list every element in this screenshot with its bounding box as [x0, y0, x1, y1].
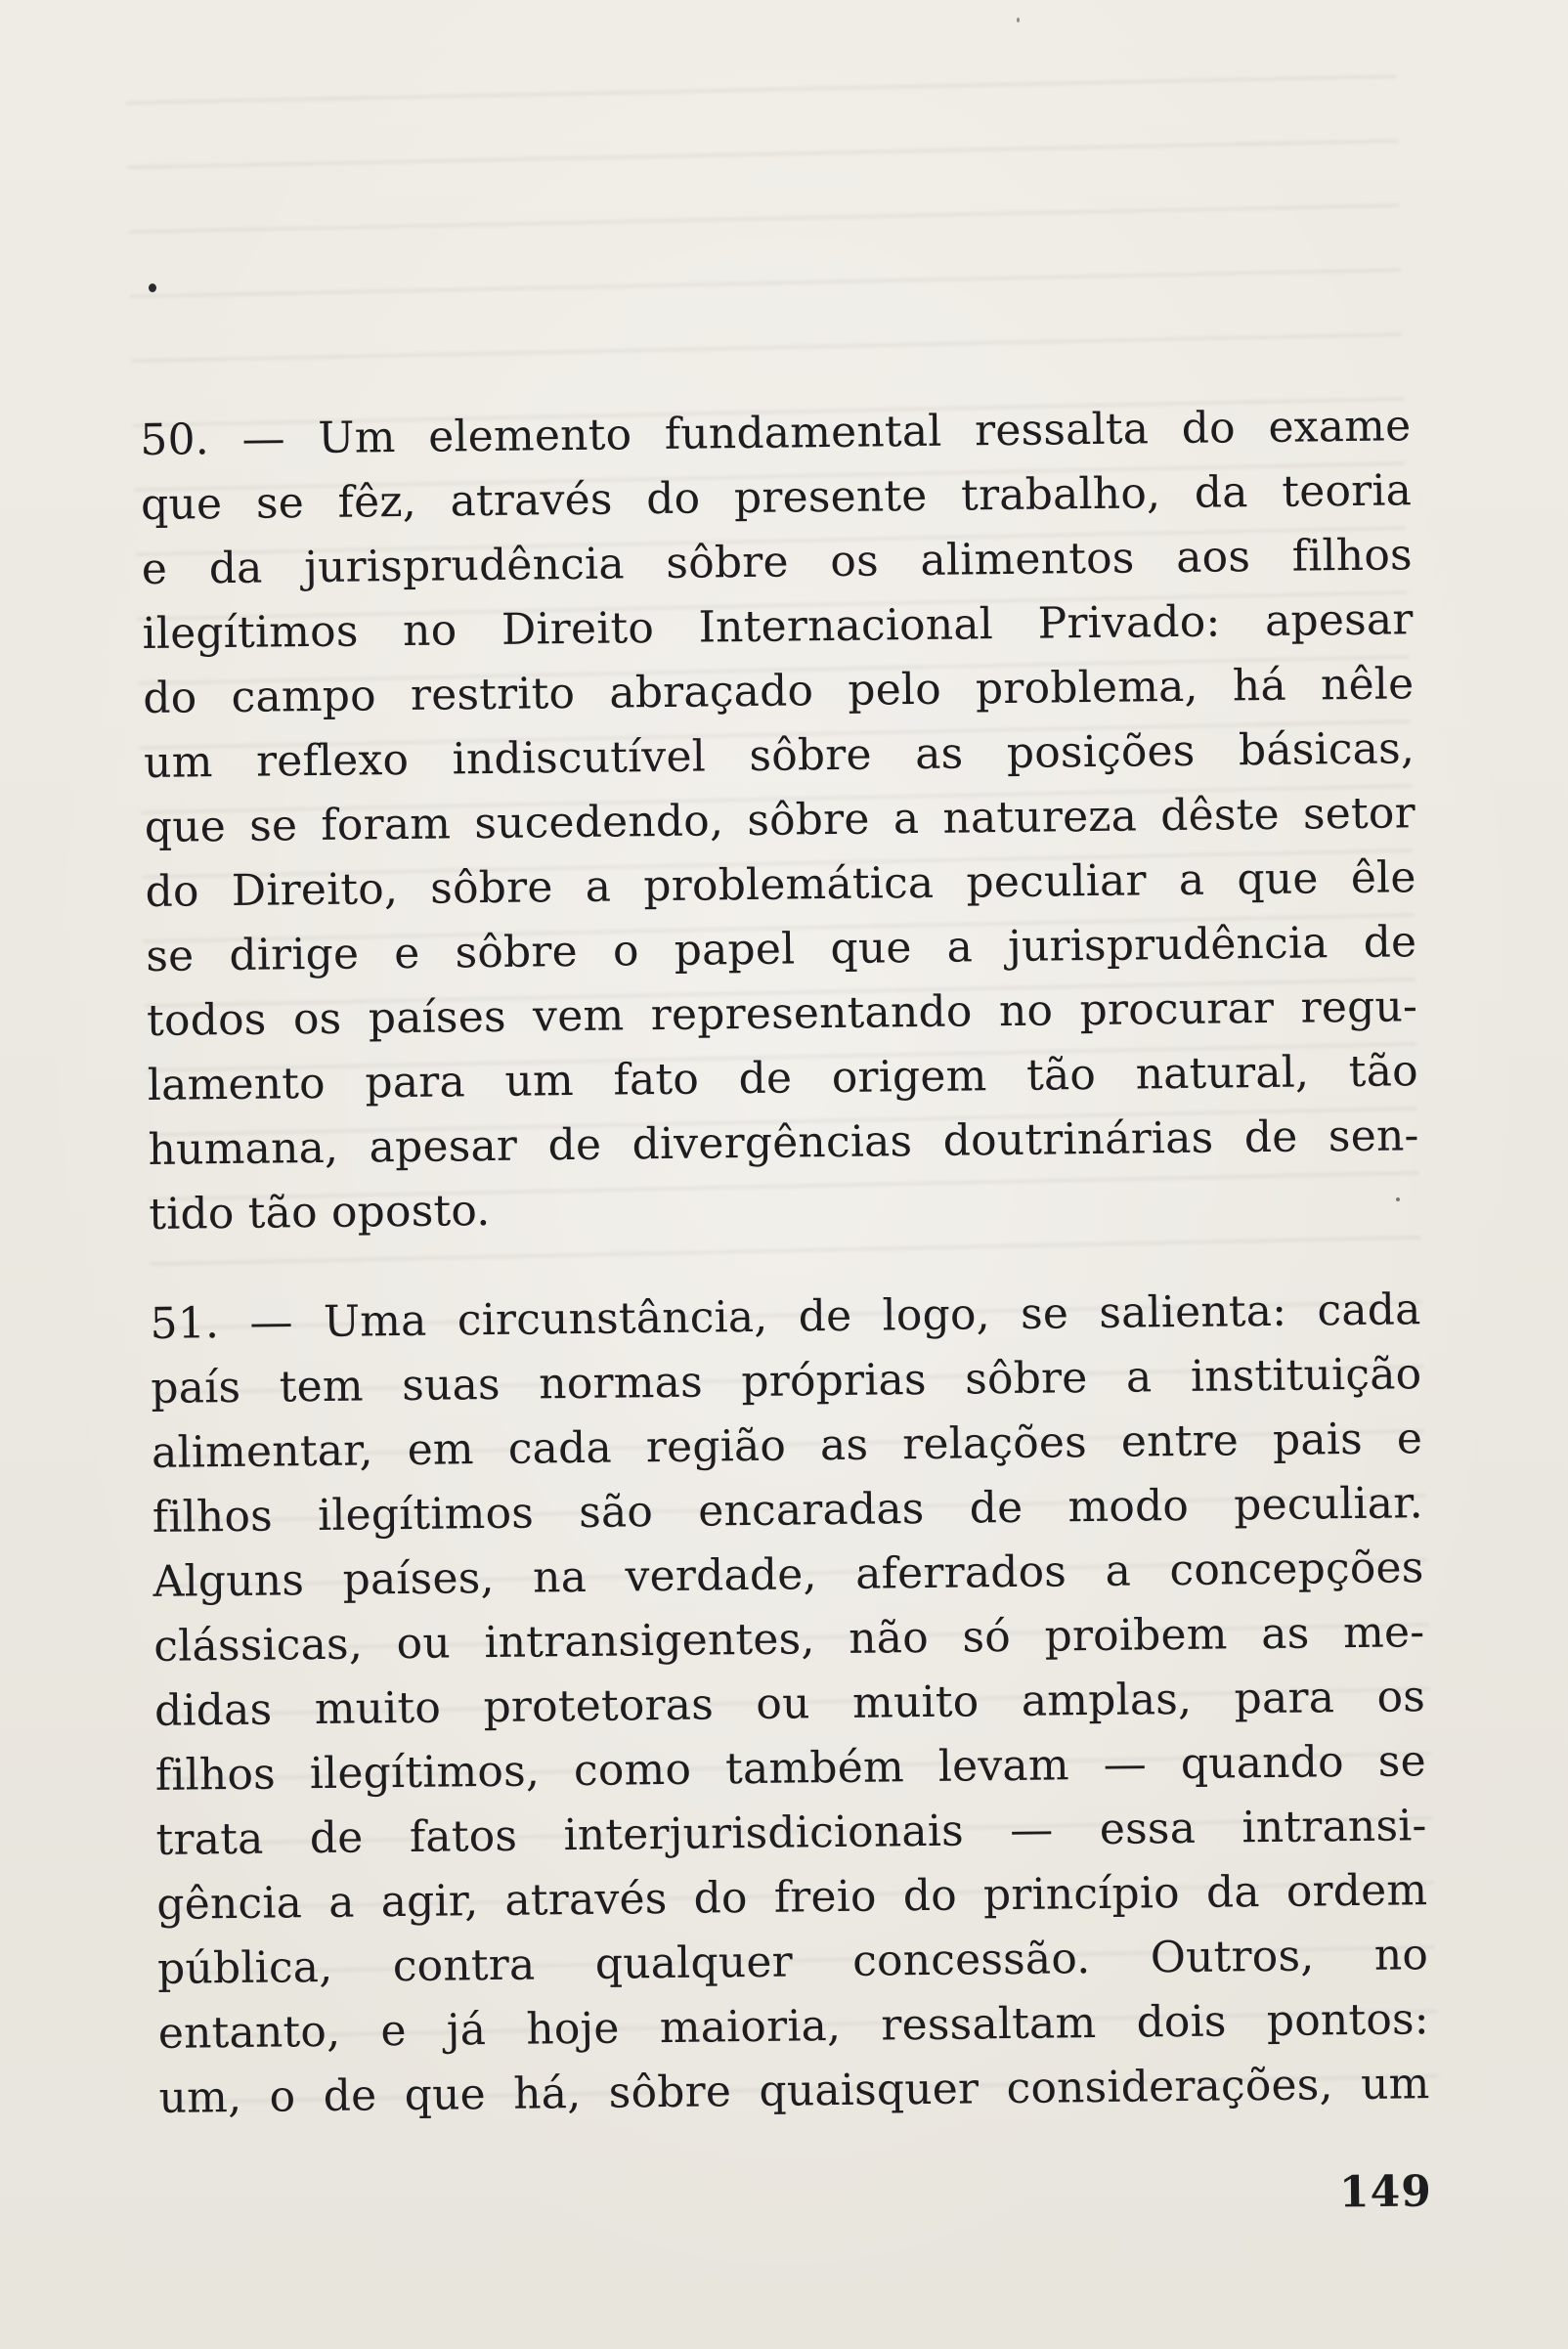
- paragraph-50: [140, 394, 1420, 1247]
- text-line: 50. — Um elemento fundamental ressalta do exame: [140, 401, 1412, 465]
- ink-speck: [1396, 1197, 1400, 1201]
- page-number: 149: [1338, 2166, 1433, 2218]
- text-line: ilegítimos no Direito Internacional Privado: apesar: [142, 594, 1414, 659]
- text-line: do Direito, sôbre a problemática peculiar a que êle: [145, 852, 1416, 917]
- text-line: tido tão oposto.: [149, 1185, 491, 1240]
- text-line: trata de fatos interjurisdicionais — essa intransi-: [155, 1801, 1427, 1865]
- text-line: todos os países vem representando no procurar regu-: [146, 981, 1418, 1046]
- paragraph-51: [150, 1278, 1430, 2131]
- text-line: didas muito protetoras ou muito amplas, para os: [153, 1672, 1426, 1736]
- text-line: humana, apesar de divergências doutrinárias de sen-: [148, 1110, 1419, 1175]
- text-line: 51. — Uma circunstância, de logo, se salienta: cada: [150, 1284, 1421, 1349]
- text-line: filhos ilegítimos, como também levam — quando se: [154, 1736, 1427, 1801]
- text-line: Alguns países, na verdade, aferrados a concepções: [152, 1543, 1424, 1607]
- text-line: um reflexo indiscutível sôbre as posições básicas,: [143, 723, 1416, 788]
- text-line: do campo restrito abraçado pelo problema, há nêle: [143, 659, 1415, 723]
- text-line: e da jurisprudência sôbre os alimentos aos filhos: [141, 530, 1414, 594]
- text-line: clássicas, ou intransigentes, não só proibem as me-: [153, 1607, 1425, 1672]
- ink-speck: [149, 283, 156, 292]
- text-line: que se foram sucedendo, sôbre a natureza dêste setor: [144, 788, 1416, 852]
- text-line: gência a agir, através do freio do princípio da ordem: [156, 1865, 1428, 1930]
- text-line: que se fêz, através do presente trabalho, da teoria: [140, 465, 1413, 530]
- text-line: um, o de que há, sôbre quaisquer considerações, um: [158, 2059, 1430, 2123]
- text-line: entanto, e já hoje maioria, ressaltam dois pontos:: [157, 1994, 1430, 2059]
- ink-speck: [1017, 18, 1020, 22]
- text-line: pública, contra qualquer concessão. Outros, no: [156, 1930, 1429, 1994]
- text-line: alimentar, em cada região as relações entre pais e: [151, 1414, 1423, 1478]
- body-text: [140, 394, 1430, 2131]
- text-line: país tem suas normas próprias sôbre a instituição: [151, 1349, 1422, 1414]
- text-line: lamento para um fato de origem tão natural, tão: [147, 1046, 1419, 1110]
- text-line: se dirige e sôbre o papel que a jurisprudência de: [146, 917, 1417, 981]
- text-line: filhos ilegítimos são encaradas de modo peculiar.: [152, 1478, 1424, 1543]
